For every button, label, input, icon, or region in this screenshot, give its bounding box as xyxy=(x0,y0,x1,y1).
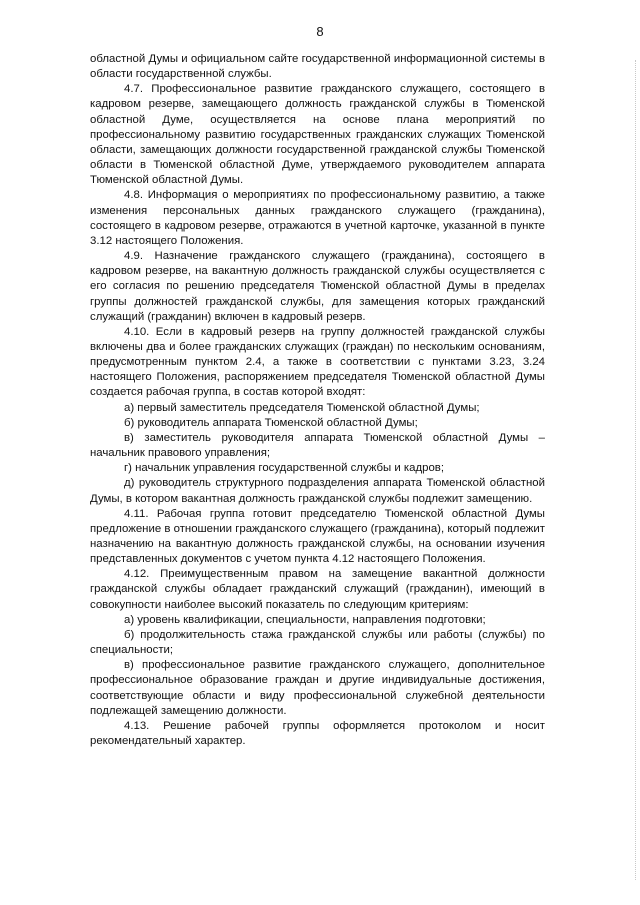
paragraph-continuation: областной Думы и официальном сайте государственной информационной системы в области государственной службы. xyxy=(90,53,545,81)
paragraph-4-12: 4.12. Преимущественным правом на замещение вакантной должности гражданской службы обладает гражданский служащий (гражданин), имеющий в совокупности наиболее высокий показатель по следующим критериям: xyxy=(90,568,545,611)
paragraph-4-9: 4.9. Назначение гражданского служащего (гражданина), состоящего в кадровом резерве, на вакантную должность гражданской службы осуществляется с его согласия по решению председателя Тюменской областной Думы в пределах группы должностей гражданской службы, для замещения которых гражданский служащий (гражданин) включен в кадровый резерв. xyxy=(90,250,545,323)
paragraph-4-11: 4.11. Рабочая группа готовит председателю Тюменской областной Думы предложение в отношении гражданского служащего (гражданина), который подлежит назначению на вакантную должность гражданской службы, на основании изучения представленных документов с учетом пункта 4.12 настоящего Положения. xyxy=(90,507,545,566)
paragraph-4-13: 4.13. Решение рабочей группы оформляется протоколом и носит рекомендательный характер. xyxy=(90,719,545,748)
list-item-b: б) руководитель аппарата Тюменской областной Думы; xyxy=(124,416,418,429)
list-item-d: д) руководитель структурного подразделения аппарата Тюменской областной Думы, в котором вакантная должность гражданской службы подлежит замещению. xyxy=(90,477,545,505)
criteria-item-a: а) уровень квалификации, специальности, направления подготовки; xyxy=(124,613,486,626)
document-body xyxy=(90,52,545,749)
criteria-item-b: б) продолжительность стажа гражданской службы или работы (службы) по специальности; xyxy=(90,628,545,657)
paragraph-4-8: 4.8. Информация о мероприятиях по профессиональному развитию, а также изменения персональных данных гражданского служащего (гражданина), состоящего в кадровом резерве, отражаются в учетной карточке, указанной в пункте 3.12 настоящего Положения. xyxy=(90,189,545,247)
criteria-item-v: в) профессиональное развитие гражданского служащего, дополнительное профессиональное образование граждан и другие индивидуальные достижения, соответствующие области и виду профессиональной служебной деятельности подлежащей замещению должности. xyxy=(90,659,545,717)
paragraph-4-7: 4.7. Профессиональное развитие гражданского служащего, состоящего в кадровом резерве, замещающего должность гражданской службы в Тюменской областной Думе, осуществляется на основе плана мероприятий по профессиональному развитию государственных гражданских служащих Тюменской области, замещающих должности государственной гражданской службы Тюменской области в Тюменской областной Думе, утверждаемого руководителем аппарата Тюменской областной Думы. xyxy=(90,83,545,187)
list-item-a: а) первый заместитель председателя Тюменской областной Думы; xyxy=(124,401,480,414)
scan-edge-marks xyxy=(633,60,636,880)
paragraph-4-10: 4.10. Если в кадровый резерв на группу должностей гражданской службы включены два и более гражданских служащих (граждан) по нескольким основаниям, предусмотренным пунктом 2.4, а также в соответствии с пунктами 3.23, 3.24 настоящего Положения, распоряжением председателя Тюменской областной Думы создается рабочая группа, в состав которой входят: xyxy=(90,325,545,399)
list-item-v: в) заместитель руководителя аппарата Тюменской областной Думы – начальник правового управления; xyxy=(90,431,545,460)
page-number: 8 xyxy=(316,24,324,39)
list-item-g: г) начальник управления государственной службы и кадров; xyxy=(124,462,445,475)
